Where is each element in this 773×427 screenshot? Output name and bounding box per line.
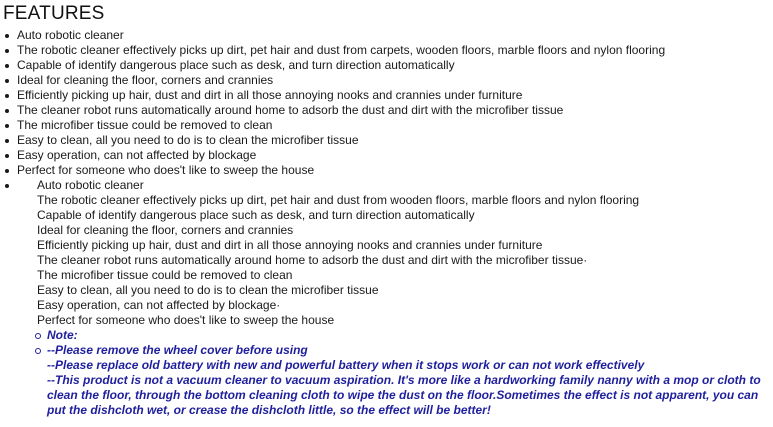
feature-item: Easy operation, can not affected by blockage [0,148,773,163]
sub-features-list [0,178,773,328]
note-line: --This product is not a vacuum cleaner to vacuum aspiration. It's more like a hardworking family nanny with a mop or cloth to clean the floor, through the bottom cleaning cloth to wipe the dust on the floor.Sometimes the effect is not apparent, you can put the dishcloth wet, or crease the dishcloth little, so the effect will be better! [47,373,761,417]
feature-item: Efficiently picking up hair, dust and dirt in all those annoying nooks and crannies under furniture [0,88,773,103]
sub-feature-item: The microfiber tissue could be removed to clean [37,268,293,282]
feature-item: The microfiber tissue could be removed to clean [0,118,773,133]
notes-list [0,328,773,418]
feature-item: Perfect for someone who does't like to sweep the house [0,163,773,178]
feature-item: Auto robotic cleaner [0,28,773,43]
sub-feature-item: The cleaner robot runs automatically around home to adsorb the dust and dirt with the microfiber tissue· [37,253,588,267]
note-line: --Please remove the wheel cover before using [0,343,773,358]
feature-item: Capable of identify dangerous place such as desk, and turn direction automatically [0,58,773,73]
sub-feature-item: Easy operation, can not affected by blockage· [37,298,281,312]
feature-item: The robotic cleaner effectively picks up dirt, pet hair and dust from carpets, wooden floors, marble floors and nylon flooring [0,43,773,58]
sub-feature-item: Capable of identify dangerous place such as desk, and turn direction automatically [37,208,475,222]
features-heading: FEATURES [3,3,105,24]
note-heading: Note: [0,328,773,343]
sub-feature-item: The robotic cleaner effectively picks up dirt, pet hair and dust from wooden floors, marble floors and nylon flooring [37,193,640,207]
feature-item-nested [0,178,773,418]
sub-feature-item: Ideal for cleaning the floor, corners and crannies [37,223,294,237]
sub-feature-item: Perfect for someone who does't like to sweep the house [37,313,335,327]
feature-item: The cleaner robot runs automatically around home to adsorb the dust and dirt with the microfiber tissue [0,103,773,118]
features-list [0,28,773,418]
sub-feature-item: Efficiently picking up hair, dust and dirt in all those annoying nooks and crannies under furniture [37,238,543,252]
feature-item: Ideal for cleaning the floor, corners and crannies [0,73,773,88]
feature-item: Easy to clean, all you need to do is to clean the microfiber tissue [0,133,773,148]
sub-feature-item: Easy to clean, all you need to do is to clean the microfiber tissue [37,283,379,297]
sub-feature-item: Auto robotic cleaner [37,178,144,192]
note-line: --Please replace old battery with new and powerful battery when it stops work or can not work effectively [47,358,645,372]
